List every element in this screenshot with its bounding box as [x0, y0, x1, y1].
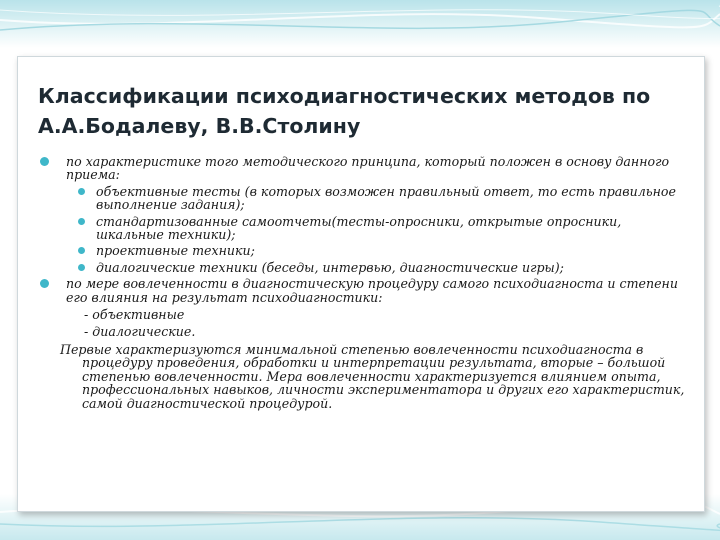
slide-card: [17, 56, 705, 512]
sub-list-item-text: проективные техники;: [96, 243, 255, 259]
title-line-2: А.А.Бодалеву, В.В.Столину: [38, 114, 361, 138]
list-item: [38, 155, 688, 182]
sub-list-item: [38, 215, 688, 242]
bullet-icon: [40, 279, 49, 288]
bullet-icon: [78, 218, 85, 225]
bullet-icon: [40, 157, 49, 166]
bullet-icon: [78, 247, 85, 254]
sub-list-item: [38, 244, 688, 257]
sub-list-item-text: диалогические техники (беседы, интервью, диагностические игры);: [96, 259, 564, 275]
wave-decoration-top: [0, 0, 720, 48]
sub-list-item: [38, 185, 688, 212]
sub-list-item: [38, 261, 688, 274]
summary-paragraph: Первые характеризуются минимальной степенью вовлеченности психодиагноста в процедуру проведения, обработки и интерпретации результата, вторые – большой степенью вовлеченности. Мера вовлеченности характеризуется влиянием опыта, профессиональных навыков, личности экспериментатора и других его характеристик, самой диагностической процедурой.: [60, 341, 685, 411]
slide-content: [38, 155, 688, 410]
list-item-text: по мере вовлеченности в диагностическую процедуру самого психодиагноста и степени его влияния на результат психодиагностики:: [66, 276, 678, 305]
bullet-icon: [78, 264, 85, 271]
bullet-icon: [78, 188, 85, 195]
dash-item: - объективные: [84, 307, 185, 323]
list-item-text: по характеристике того методического принципа, который положен в основу данного приема:: [66, 154, 670, 183]
title-line-1: Классификации психодиагностических методов по: [38, 84, 651, 108]
dash-item: - диалогические.: [84, 324, 196, 340]
top-decoration-band: [0, 0, 720, 48]
sub-list-item-text: стандартизованные самоотчеты(тесты-опросники, открытые опросники, шкальные техники);: [96, 213, 622, 243]
list-item: [38, 277, 688, 304]
slide-title: [38, 81, 678, 141]
sub-list-item-text: объективные тесты (в которых возможен правильный ответ, то есть правильное выполнение задания);: [96, 183, 676, 213]
